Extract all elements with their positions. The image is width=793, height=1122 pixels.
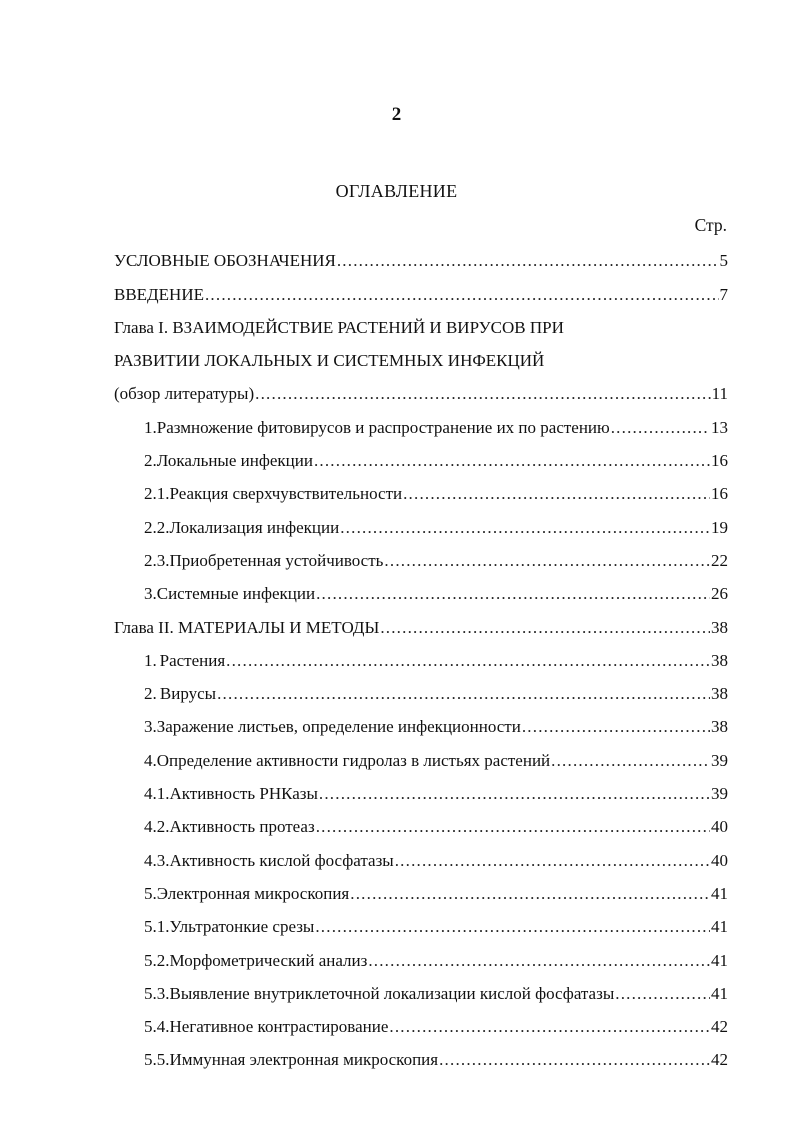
toc-entry-page: 38 [711,650,728,670]
toc-entry-text: (обзор литературы) [114,384,255,404]
page-number: 2 [391,104,402,125]
toc-entry-text: Приобретенная устойчивость [169,550,384,570]
toc-entry-text: Системные инфекции [156,584,316,604]
toc-entry-text: Размножение фитовирусов и распространение их по растению [156,417,610,437]
toc-entry-text: Определение активности гидролаз в листьях растений [156,750,551,770]
toc-entry-text: Морфометрический анализ [169,950,368,970]
toc-entry-number: 2. [144,684,157,704]
toc-entry [114,711,728,744]
toc-entry [114,345,728,378]
toc-entry-number: 4. [144,750,157,770]
toc-entry-number: 5.4. [144,1017,170,1037]
leader-dots [384,551,710,571]
toc-entry-text: Заражение листьев, определение инфекционности [156,717,521,737]
toc-entry-text: Выявление внутриклеточной локализации кислой фосфатазы [169,983,615,1003]
toc-entry-page: 38 [711,617,728,637]
leader-dots [551,751,710,771]
toc-entry-number: 2.2. [144,517,170,537]
toc-entry-page: 16 [711,484,728,504]
toc-entry [114,411,728,444]
toc-entry-number: 2. [144,451,157,471]
leader-dots [217,684,710,704]
leader-dots [316,584,710,604]
toc-entry [114,312,728,345]
toc-entry-text: Активность кислой фосфатазы [169,850,394,870]
toc-entry-text: Негативное контрастирование [169,1017,389,1037]
leader-dots [522,717,710,737]
toc-entry-text: Локальные инфекции [156,451,313,471]
toc-entry [114,744,728,777]
leader-dots [226,651,710,671]
leader-dots [439,1050,710,1070]
leader-dots [368,951,710,971]
toc-entry-page: 5 [719,251,728,271]
toc-entry [114,245,728,278]
toc-entry-number: 4.1. [144,784,170,804]
toc-entry-page: 38 [711,717,728,737]
toc-entry-text: Реакция сверхчувствительности [169,484,403,504]
toc-entry-text: Глава I. ВЗАИМОДЕЙСТВИЕ РАСТЕНИЙ И ВИРУСОВ ПРИ [114,317,564,337]
toc-entry-page: 11 [711,384,728,404]
toc-entry-number: 4.3. [144,850,170,870]
toc-entry-number: 5.1. [144,917,170,937]
toc-entry [114,278,728,311]
toc-entry [114,1044,728,1077]
toc-entry-page: 40 [711,817,728,837]
toc-entry [114,678,728,711]
toc-entry-page: 19 [711,517,728,537]
leader-dots [380,618,710,638]
leader-dots [205,285,719,305]
leader-dots [350,884,710,904]
toc-entry-text: Активность протеаз [169,817,315,837]
leader-dots [389,1017,710,1037]
leader-dots [337,251,719,271]
toc-entry-number: 3. [144,584,157,604]
leader-dots [403,484,710,504]
toc-entry-text: Вирусы [159,684,217,704]
toc-entry-page: 42 [711,1017,728,1037]
leader-dots [395,851,710,871]
toc-entry-page: 40 [711,850,728,870]
toc-entry-text: Ультратонкие срезы [169,917,315,937]
toc-entry-text: Иммунная электронная микроскопия [169,1050,439,1070]
toc-entry [114,445,728,478]
toc-entry-number: 5. [144,883,157,903]
leader-dots [255,384,710,404]
toc-entry [114,611,728,644]
toc-entry [114,978,728,1011]
toc-entry-number: 1. [144,650,157,670]
toc-entry-page: 16 [711,451,728,471]
toc-entry-page: 41 [711,883,728,903]
toc-entry [114,944,728,977]
toc-entry-text: Электронная микроскопия [156,883,350,903]
toc-entry-number: 5.5. [144,1050,170,1070]
toc-entry-page: 38 [711,684,728,704]
toc-entry-text: Локализация инфекции [169,517,340,537]
leader-dots [316,817,710,837]
toc-title: ОГЛАВЛЕНИЕ [335,181,458,201]
toc-entry-page: 26 [711,584,728,604]
toc-entry-text: ВВЕДЕНИЕ [114,284,204,304]
leader-dots [340,518,710,538]
toc-entry-text: Активность РНКазы [169,784,318,804]
leader-dots [314,451,710,471]
toc-entry-page: 41 [711,950,728,970]
toc-entry [114,911,728,944]
toc-entry-number: 2.1. [144,484,170,504]
toc-entry [114,378,728,411]
leader-dots [319,784,710,804]
toc-entry-text: Растения [159,650,226,670]
toc-entry-page: 13 [711,417,728,437]
toc-entry-page: 41 [711,917,728,937]
toc-entry-page: 39 [711,750,728,770]
toc-entry-page: 22 [711,550,728,570]
toc-entry-number: 4.2. [144,817,170,837]
toc-entry-number: 5.2. [144,950,170,970]
toc-entry [114,878,728,911]
toc-entry [114,511,728,544]
toc-entry-text: УСЛОВНЫЕ ОБОЗНАЧЕНИЯ [114,251,336,271]
toc-entry-number: 1. [144,417,157,437]
toc-entry-text: РАЗВИТИИ ЛОКАЛЬНЫХ И СИСТЕМНЫХ ИНФЕКЦИЙ [114,351,545,371]
toc-entry-page: 42 [711,1050,728,1070]
toc-entry-page: 41 [711,983,728,1003]
toc-entry-number: 2.3. [144,550,170,570]
toc-entry-number: 5.3. [144,983,170,1003]
toc-entry [114,844,728,877]
toc-entry [114,545,728,578]
leader-dots [315,917,710,937]
leader-dots [615,984,710,1004]
table-of-contents [114,245,728,1077]
toc-entry [114,478,728,511]
toc-entry [114,645,728,678]
toc-entry [114,578,728,611]
toc-entry-text: Глава II. МАТЕРИАЛЫ И МЕТОДЫ [114,617,380,637]
toc-entry-page: 7 [719,284,728,304]
toc-entry [114,778,728,811]
toc-entry [114,811,728,844]
leader-dots [611,418,710,438]
toc-entry-number: 3. [144,717,157,737]
toc-entry-page: 39 [711,784,728,804]
page-column-label: Стр. [694,215,727,235]
toc-entry [114,1011,728,1044]
